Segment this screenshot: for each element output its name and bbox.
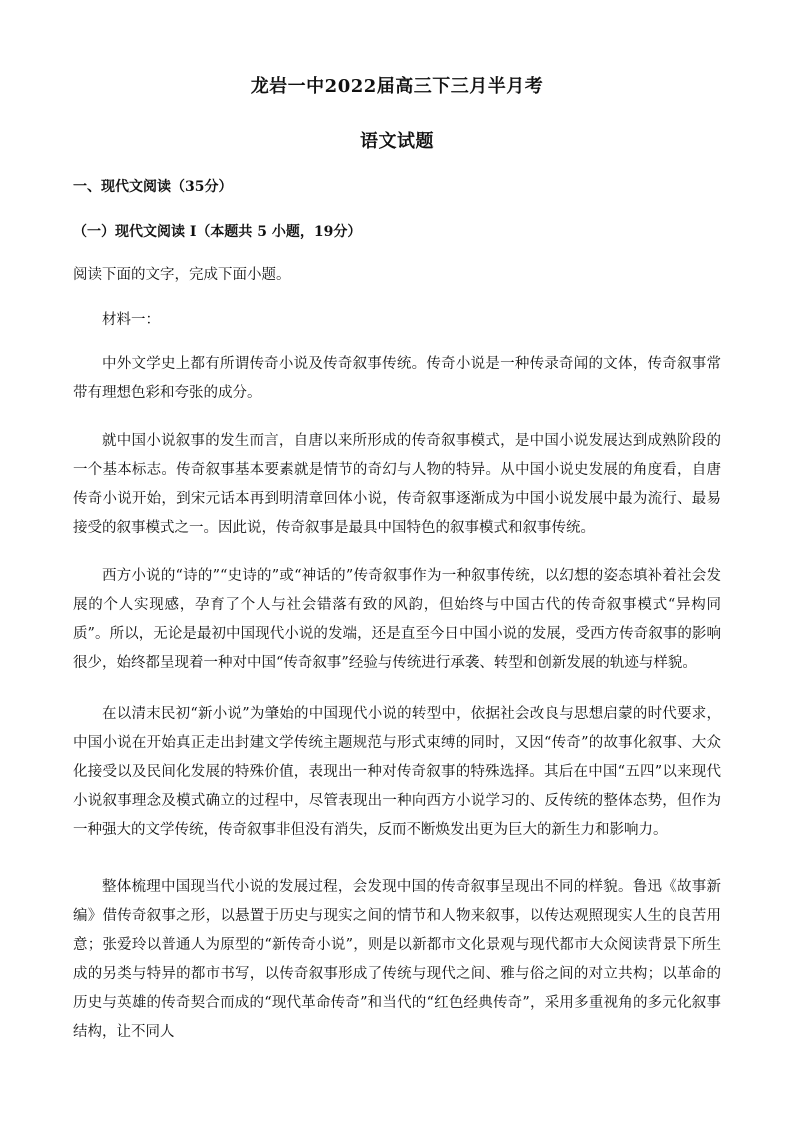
material-label: 材料一：: [102, 312, 160, 328]
subsection-heading: （一）现代文阅读 I（本题共 5 小题，19分）: [73, 224, 362, 240]
paragraph-4: 在以清末民初“新小说”为肇始的中国现代小说的转型中，依据社会改良与思想启蒙的时代要求，中国小说在开始真正走出封建文学传统主题规范与形式束缚的同时，又因“传奇”的故事化叙事、大众化接受以及民间化发展的特殊价值，表现出一种对传奇叙事的特殊选择。其后在中国“五四”以来现代小说叙事理念及模式确立的过程中，尽管表现出一种向西方小说学习的、反传统的整体态势，但作为一种强大的文学传统，传奇叙事非但没有消失，反而不断焕发出更为巨大的新生力和影响力。: [73, 706, 721, 838]
paragraph-2: 就中国小说叙事的发生而言，自唐以来所形成的传奇叙事模式，是中国小说发展达到成熟阶段的一个基本标志。传奇叙事基本要素就是情节的奇幻与人物的特异。从中国小说史发展的角度看，自唐传奇小说开始，到宋元话本再到明清章回体小说，传奇叙事逐渐成为中国小说发展中最为流行、最易接受的叙事模式之一。因此说，传奇叙事是最具中国特色的叙事模式和叙事传统。: [73, 433, 721, 536]
section-heading: 一、现代文阅读（35分）: [73, 179, 233, 195]
paragraph-1: 中外文学史上都有所谓传奇小说及传奇叙事传统。传奇小说是一种传录奇闻的文体，传奇叙事常带有理想色彩和夸张的成分。: [73, 356, 721, 401]
exam-title: 龙岩一中2022届高三下三月半月考: [250, 76, 544, 97]
paragraph-3: 西方小说的“诗的”“史诗的”或“神话的”传奇叙事作为一种叙事传统，以幻想的姿态填补着社会发展的个人实现感，孕育了个人与社会错落有致的风韵，但始终与中国古代的传奇叙事模式“异构同质”。所以，无论是最初中国现代小说的发端，还是直至今日中国小说的发展，受西方传奇叙事的影响很少，始终都呈现着一种对中国“传奇叙事”经验与传统进行承袭、转型和创新发展的轨迹与样貌。: [73, 568, 721, 671]
paragraph-5: 整体梳理中国现当代小说的发展过程，会发现中国的传奇叙事呈现出不同的样貌。鲁迅《故事新编》借传奇叙事之形，以悬置于历史与现实之间的情节和人物来叙事，以传达观照现实人生的良苦用意；张爱玲以普通人为原型的“新传奇小说”，则是以新都市文化景观与现代都市大众阅读背景下所生成的另类与特异的都市书写，以传奇叙事形成了传统与现代之间、雅与俗之间的对立共构；以革命的历史与英雄的传奇契合而成的“现代革命传奇”和当代的“红色经典传奇”，采用多重视角的多元化叙事结构，让不同人: [73, 879, 721, 1040]
exam-subtitle: 语文试题: [360, 131, 434, 152]
instruction-text: 阅读下面的文字，完成下面小题。: [73, 267, 291, 283]
